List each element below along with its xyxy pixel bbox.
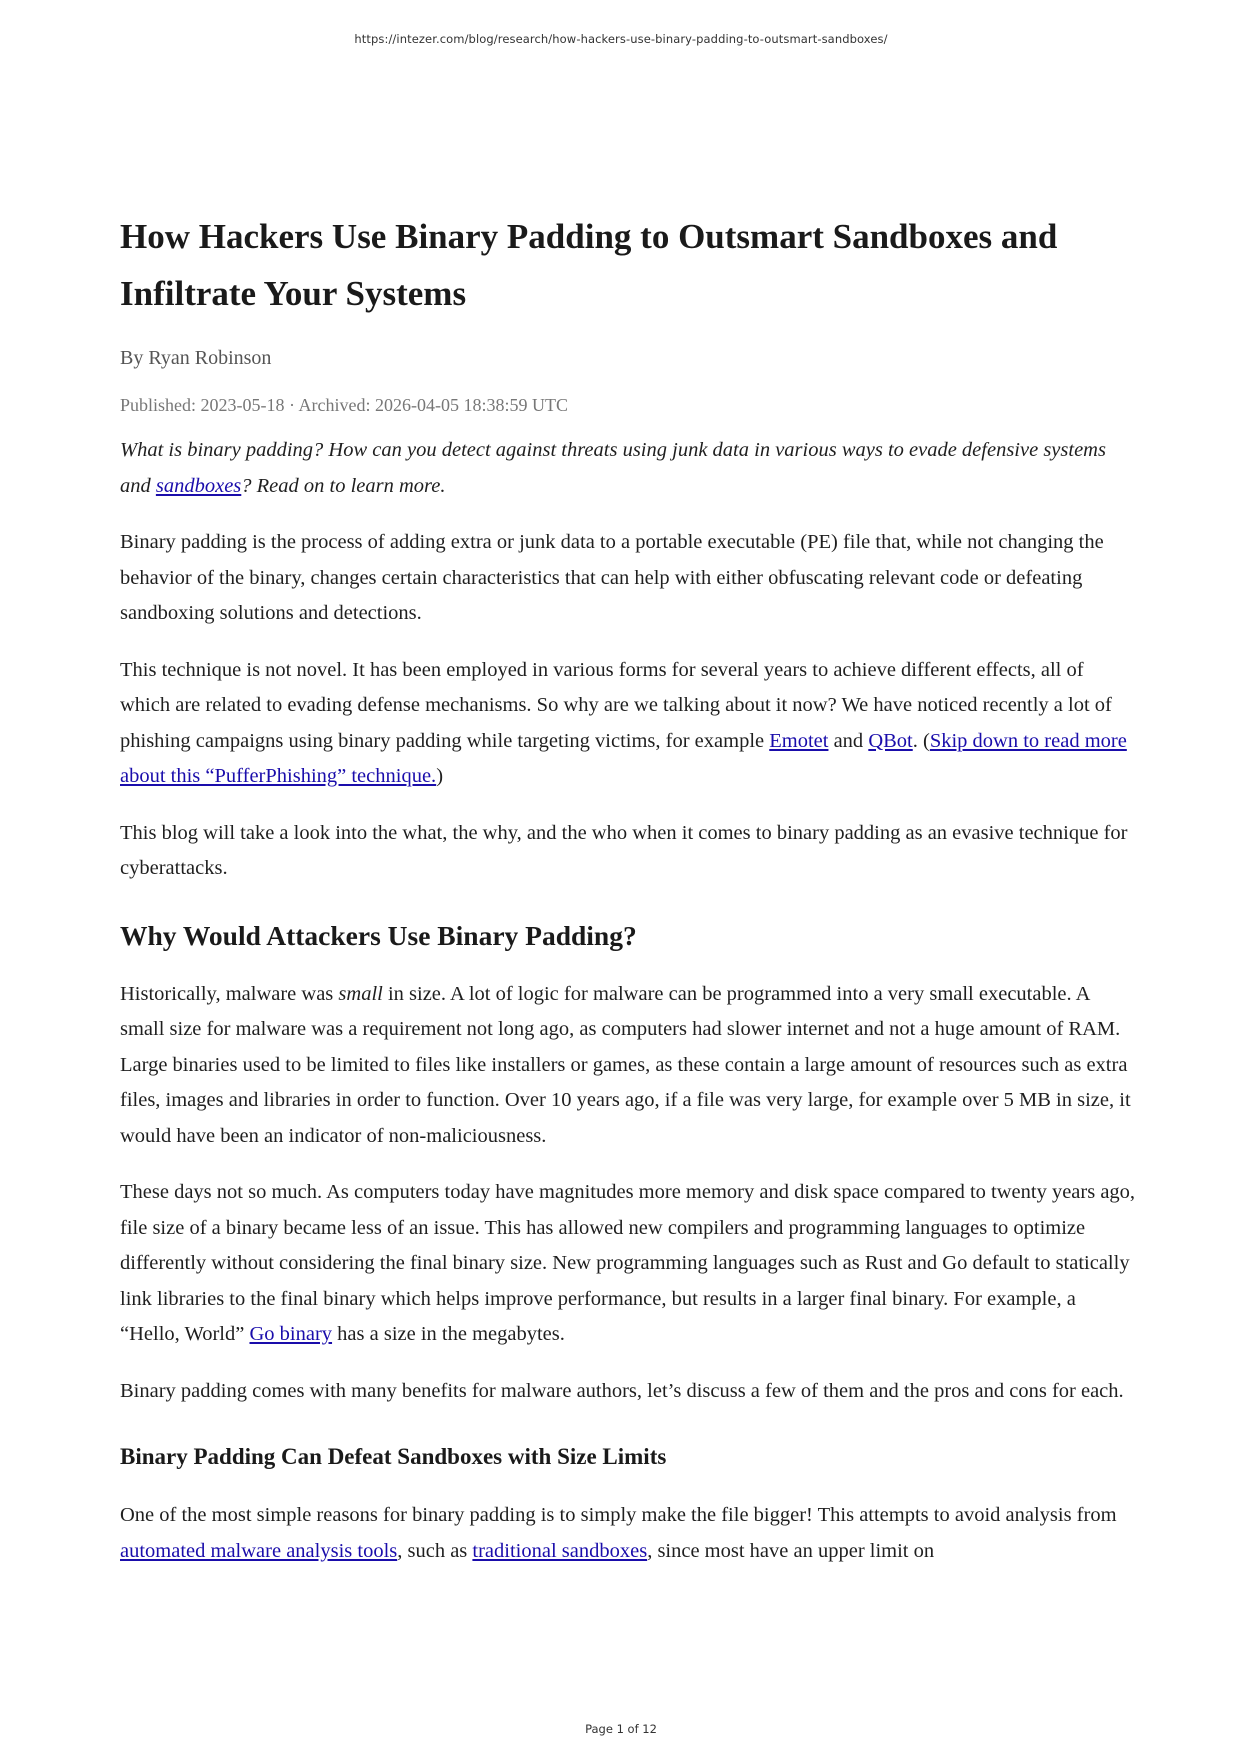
- page-url-header: https://intezer.com/blog/research/how-hackers-use-binary-padding-to-outsmart-sandboxes/: [354, 32, 888, 46]
- paragraph-5: These days not so much. As computers today have magnitudes more memory and disk space compared to twenty years ago, file size of a binary became less of an issue. This has allowed new compilers and programming languages to optimize differently without considering the final binary size. New programming languages such as Rust and Go default to statically link libraries to the final binary which helps improve performance, but results in a larger final binary. For example, a “Hello, World” Go binary has a size in the megabytes.: [120, 1181, 1136, 1345]
- traditional-sandboxes-link[interactable]: traditional sandboxes: [472, 1539, 648, 1562]
- paragraph-3: This blog will take a look into the what, the why, and the who when it comes to binary padding as an evasive technique for cyberattacks.: [120, 821, 1128, 879]
- emotet-link[interactable]: Emotet: [769, 729, 829, 752]
- subsection-heading: Binary Padding Can Defeat Sandboxes with Size Limits: [120, 1444, 667, 1469]
- automated-analysis-link[interactable]: automated malware analysis tools: [120, 1539, 398, 1562]
- section-heading: Why Would Attackers Use Binary Padding?: [120, 919, 637, 951]
- emphasis-small: small: [338, 982, 383, 1005]
- qbot-link[interactable]: QBot: [868, 729, 913, 752]
- article-intro: What is binary padding? How can you detect against threats using junk data in various ways to evade defensive systems and sandboxes? Read on to learn more.: [120, 439, 1106, 497]
- sandboxes-link[interactable]: sandboxes: [155, 474, 242, 497]
- article: [120, 208, 1136, 1569]
- article-byline: By Ryan Robinson: [120, 347, 272, 369]
- page-number: Page 1 of 12: [585, 1722, 657, 1736]
- article-title: How Hackers Use Binary Padding to Outsmart Sandboxes and Infiltrate Your Systems: [120, 217, 1058, 313]
- paragraph-7: One of the most simple reasons for binary padding is to simply make the file bigger! This attempts to avoid analysis from automated malware analysis tools, such as traditional sandboxes, since most have an upper limit on: [120, 1504, 1117, 1562]
- paragraph-2: This technique is not novel. It has been employed in various forms for several years to achieve different effects, all of which are related to evading defense mechanisms. So why are we talking about it now? We have noticed recently a lot of phishing campaigns using binary padding while targeting victims, for example Emotet and QBot. (Skip down to read more about this “PufferPhishing” technique.): [120, 658, 1127, 787]
- article-meta: Published: 2023-05-18 · Archived: 2026-04-05 18:38:59 UTC: [120, 395, 568, 415]
- paragraph-1: Binary padding is the process of adding extra or junk data to a portable executable (PE) file that, while not changing the behavior of the binary, changes certain characteristics that can help with either obfuscating relevant code or defeating sandboxing solutions and detections.: [120, 531, 1104, 624]
- paragraph-4: Historically, malware was small in size. A lot of logic for malware can be programmed into a very small executable. A small size for malware was a requirement not long ago, as computers had slower internet and not a huge amount of RAM. Large binaries used to be limited to files like installers or games, as these contain a large amount of resources such as extra files, images and libraries in order to function. Over 10 years ago, if a file was very large, for example over 5 MB in size, it would have been an indicator of non-maliciousness.: [120, 982, 1131, 1147]
- go-binary-link[interactable]: Go binary: [249, 1323, 333, 1345]
- skip-down-link[interactable]: Skip down to read more about this “PufferPhishing” technique.: [120, 729, 1127, 787]
- paragraph-6: Binary padding comes with many benefits for malware authors, let’s discuss a few of them and the pros and cons for each.: [120, 1379, 1124, 1402]
